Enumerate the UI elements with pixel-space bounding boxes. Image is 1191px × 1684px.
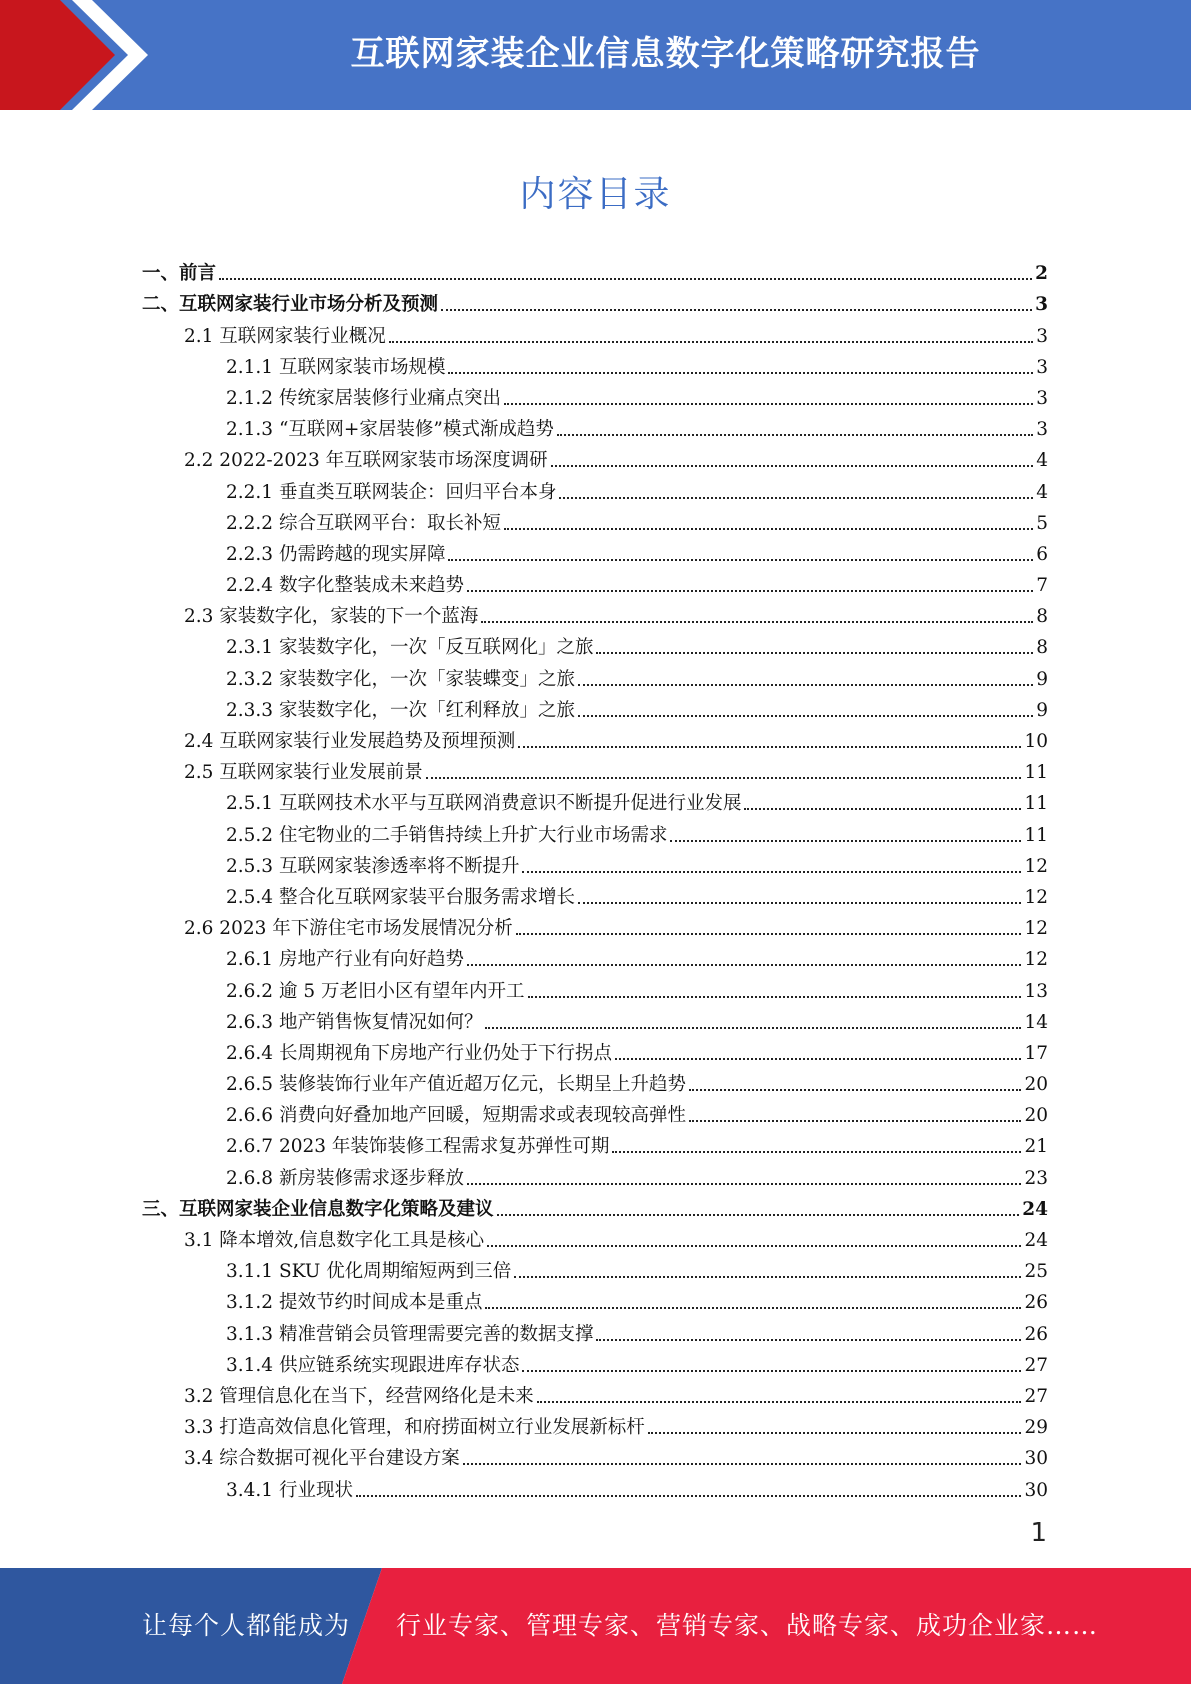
- toc-entry-page: 20: [1024, 1074, 1048, 1096]
- toc-entry[interactable]: [142, 784, 1048, 815]
- toc-entry-title: 2.2.4 数字化整装成未来趋势: [226, 575, 464, 597]
- toc-entry-title: 2.1.3 “互联网+家居装修”模式渐成趋势: [226, 419, 554, 441]
- toc-entry[interactable]: [142, 441, 1048, 472]
- toc-entry[interactable]: [142, 971, 1048, 1002]
- toc-entry[interactable]: [142, 410, 1048, 441]
- toc-dot-leader: [522, 1370, 1021, 1372]
- toc-dot-leader: [426, 777, 1022, 779]
- toc-entry[interactable]: [142, 691, 1048, 722]
- toc-dot-leader: [648, 1432, 1022, 1434]
- footer-banner: [0, 1568, 1191, 1684]
- toc-entry-page: 11: [1024, 793, 1048, 815]
- report-title: 互联网家装企业信息数字化策略研究报告: [350, 34, 981, 74]
- toc-entry-title: 3.2 管理信息化在当下，经营网络化是未来: [184, 1385, 534, 1407]
- toc-dot-leader: [522, 871, 1021, 873]
- toc-dot-leader: [504, 403, 1033, 405]
- toc-entry[interactable]: [142, 1096, 1048, 1127]
- toc-dot-leader: [356, 1495, 1022, 1497]
- toc-entry-title: 3.1.4 供应链系统实现跟进库存状态: [226, 1354, 520, 1376]
- toc-dot-leader: [219, 278, 1032, 280]
- toc-entry-title: 2.4 互联网家装行业发展趋势及预埋预测: [184, 731, 516, 752]
- toc-entry-page: 29: [1024, 1417, 1048, 1439]
- toc-entry-title: 2.2.2 综合互联网平台：取长补短: [226, 512, 501, 534]
- toc-entry-title: 2.5.1 互联网技术水平与互联网消费意识不断提升促进行业发展: [226, 793, 742, 815]
- toc-entry[interactable]: [142, 348, 1048, 379]
- toc-entry[interactable]: [142, 285, 1048, 316]
- toc-entry-page: 5: [1036, 512, 1048, 534]
- toc-entry-page: 10: [1024, 731, 1048, 752]
- toc-entry-page: 11: [1024, 824, 1048, 846]
- toc-entry-title: 3.4 综合数据可视化平台建设方案: [184, 1448, 460, 1470]
- footer-slogan-left: 让每个人都能成为: [142, 1611, 351, 1640]
- toc-entry[interactable]: [142, 1346, 1048, 1377]
- toc-dot-leader: [596, 1339, 1021, 1341]
- toc-entry-page: 9: [1036, 668, 1048, 690]
- toc-dot-leader: [467, 590, 1033, 592]
- toc-entry-title: 2.6.2 逾 5 万老旧小区有望年内开工: [226, 980, 525, 1002]
- toc-entry[interactable]: [142, 472, 1048, 503]
- toc-entry[interactable]: [142, 254, 1048, 285]
- toc-entry-title: 3.4.1 行业现状: [226, 1479, 353, 1501]
- toc-entry-title: 2.1.2 传统家居装修行业痛点突出: [226, 387, 501, 409]
- toc-entry[interactable]: [142, 628, 1048, 659]
- toc-entry-title: 2.6.8 新房装修需求逐步释放: [226, 1167, 464, 1189]
- toc-entry[interactable]: [142, 1314, 1048, 1345]
- toc-dot-leader: [467, 1183, 1021, 1185]
- toc-entry-page: 2: [1035, 263, 1048, 285]
- toc-dot-leader: [557, 434, 1033, 436]
- toc-entry-page: 3: [1036, 387, 1048, 409]
- toc-entry[interactable]: [142, 1283, 1048, 1314]
- toc-entry-title: 2.5.2 住宅物业的二手销售持续上升扩大行业市场需求: [226, 824, 668, 846]
- toc-entry-page: 23: [1024, 1167, 1048, 1189]
- toc-dot-leader: [497, 1214, 1020, 1216]
- toc-entry-title: 2.6.4 长周期视角下房地产行业仍处于下行拐点: [226, 1042, 612, 1064]
- toc-entry-page: 12: [1024, 918, 1048, 940]
- toc-entry-page: 13: [1024, 980, 1048, 1002]
- toc-entry[interactable]: [142, 878, 1048, 909]
- toc-entry-title: 2.3.2 家装数字化，一次「家装蝶变」之旅: [226, 668, 575, 690]
- toc-dot-leader: [441, 309, 1032, 311]
- toc-entry-page: 30: [1024, 1479, 1048, 1501]
- toc-entry[interactable]: [142, 504, 1048, 535]
- toc-entry-title: 三、互联网家装企业信息数字化策略及建议: [142, 1198, 494, 1220]
- toc-dot-leader: [537, 1401, 1022, 1403]
- toc-entry-title: 2.1 互联网家装行业概况: [184, 325, 386, 347]
- toc-entry[interactable]: [142, 1034, 1048, 1065]
- toc-entry-page: 7: [1036, 575, 1048, 597]
- toc-entry-page: 26: [1024, 1323, 1048, 1345]
- toc-dot-leader: [467, 964, 1021, 966]
- toc-entry-title: 2.5 互联网家装行业发展前景: [184, 762, 423, 784]
- toc-entry[interactable]: [142, 1190, 1048, 1221]
- toc-entry[interactable]: [142, 753, 1048, 784]
- toc-entry[interactable]: [142, 847, 1048, 878]
- toc-entry[interactable]: [142, 1003, 1048, 1034]
- toc-entry-page: 3: [1036, 419, 1048, 441]
- toc-entry-page: 6: [1036, 543, 1048, 565]
- toc-entry-page: 3: [1036, 356, 1048, 378]
- toc-entry-page: 11: [1024, 762, 1048, 784]
- toc-entry-page: 12: [1024, 949, 1048, 971]
- toc-entry[interactable]: [142, 1439, 1048, 1470]
- toc-entry-page: 30: [1024, 1448, 1048, 1470]
- toc-heading: 内容目录: [519, 174, 672, 215]
- toc-entry[interactable]: [142, 1252, 1048, 1283]
- toc-entry-page: 24: [1022, 1198, 1048, 1220]
- toc-entry-page: 8: [1036, 637, 1048, 659]
- toc-entry-page: 9: [1036, 699, 1048, 721]
- toc-entry-page: 3: [1036, 325, 1048, 347]
- toc-entry-title: 3.1.3 精准营销会员管理需要完善的数据支撑: [226, 1323, 594, 1345]
- toc-entry-page: 27: [1024, 1385, 1048, 1407]
- toc-entry-page: 4: [1036, 481, 1048, 503]
- toc-dot-leader: [578, 902, 1021, 904]
- toc-entry-title: 2.6.3 地产销售恢复情况如何？: [226, 1011, 483, 1033]
- toc-entry[interactable]: [142, 1127, 1048, 1158]
- toc-entry-title: 2.6.1 房地产行业有向好趋势: [226, 949, 464, 971]
- toc-entry-page: 4: [1036, 450, 1048, 472]
- toc-dot-leader: [689, 1120, 1021, 1122]
- toc-entry-title: 3.1.2 提效节约时间成本是重点: [226, 1292, 483, 1314]
- toc-dot-leader: [514, 1276, 1021, 1278]
- toc-entry-title: 一、前言: [142, 263, 217, 285]
- toc-entry-title: 2.2.3 仍需跨越的现实屏障: [226, 543, 446, 565]
- toc-entry-page: 26: [1024, 1292, 1048, 1314]
- toc-dot-leader: [596, 652, 1033, 654]
- toc-entry[interactable]: [142, 815, 1048, 846]
- table-of-contents: [142, 254, 1048, 1502]
- footer-slogan-right: 行业专家、管理专家、营销专家、战略专家、成功企业家……: [396, 1611, 1099, 1640]
- toc-entry-title: 2.3 家装数字化，家装的下一个蓝海: [184, 606, 479, 628]
- toc-entry[interactable]: [142, 1221, 1048, 1252]
- toc-entry-title: 2.5.3 互联网家装渗透率将不断提升: [226, 855, 520, 877]
- toc-entry[interactable]: [142, 379, 1048, 410]
- toc-entry-page: 8: [1036, 606, 1048, 628]
- toc-entry-title: 2.6.6 消费向好叠加地产回暖，短期需求或表现较高弹性: [226, 1105, 686, 1127]
- toc-entry[interactable]: [142, 1377, 1048, 1408]
- toc-entry[interactable]: [142, 1408, 1048, 1439]
- toc-entry-page: 14: [1024, 1011, 1048, 1033]
- toc-dot-leader: [518, 746, 1021, 748]
- toc-entry[interactable]: [142, 316, 1048, 347]
- toc-dot-leader: [615, 1058, 1021, 1060]
- toc-entry-page: 25: [1024, 1261, 1048, 1283]
- toc-entry-page: 24: [1024, 1230, 1048, 1251]
- toc-dot-leader: [504, 528, 1033, 530]
- toc-dot-leader: [551, 465, 1034, 467]
- toc-dot-leader: [485, 1027, 1021, 1029]
- toc-dot-leader: [578, 684, 1033, 686]
- toc-entry-title: 二、互联网家装行业市场分析及预测: [142, 294, 439, 316]
- toc-dot-leader: [689, 1089, 1021, 1091]
- toc-entry-title: 2.2.1 垂直类互联网装企：回归平台本身: [226, 481, 557, 503]
- page-number: 1: [1030, 1518, 1047, 1548]
- toc-dot-leader: [744, 808, 1021, 810]
- toc-entry[interactable]: [142, 566, 1048, 597]
- toc-dot-leader: [516, 933, 1022, 935]
- toc-entry-title: 3.1.1 SKU 优化周期缩短两到三倍: [226, 1261, 512, 1283]
- toc-dot-leader: [559, 497, 1033, 499]
- toc-dot-leader: [485, 1307, 1021, 1309]
- toc-entry-title: 3.1 降本增效,信息数字化工具是核心: [184, 1230, 485, 1251]
- toc-entry-title: 2.2 2022-2023 年互联网家装市场深度调研: [184, 450, 548, 472]
- toc-entry[interactable]: [142, 1065, 1048, 1096]
- toc-entry-page: 12: [1024, 886, 1048, 908]
- toc-entry[interactable]: [142, 597, 1048, 628]
- toc-entry-page: 3: [1035, 294, 1048, 316]
- toc-entry[interactable]: [142, 1158, 1048, 1189]
- toc-dot-leader: [389, 341, 1033, 343]
- toc-dot-leader: [487, 1245, 1021, 1247]
- toc-entry-page: 17: [1024, 1042, 1048, 1064]
- toc-dot-leader: [448, 372, 1033, 374]
- toc-dot-leader: [463, 1463, 1022, 1465]
- toc-dot-leader: [528, 996, 1022, 998]
- header-banner: [0, 0, 1191, 110]
- toc-entry[interactable]: [142, 1470, 1048, 1501]
- toc-dot-leader: [612, 1151, 1021, 1153]
- toc-entry-title: 2.3.1 家装数字化，一次「反互联网化」之旅: [226, 637, 594, 659]
- toc-entry-title: 2.1.1 互联网家装市场规模: [226, 356, 446, 378]
- toc-entry-title: 2.6.5 装修装饰行业年产值近超万亿元，长期呈上升趋势: [226, 1074, 686, 1096]
- toc-dot-leader: [481, 621, 1033, 623]
- toc-entry-title: 2.5.4 整合化互联网家装平台服务需求增长: [226, 886, 575, 908]
- toc-entry[interactable]: [142, 909, 1048, 940]
- toc-dot-leader: [448, 559, 1033, 561]
- toc-entry-title: 2.6.7 2023 年装饰装修工程需求复苏弹性可期: [226, 1136, 610, 1158]
- toc-entry-page: 12: [1024, 855, 1048, 877]
- header-arrow-decoration: [0, 0, 200, 110]
- toc-entry[interactable]: [142, 940, 1048, 971]
- toc-entry-title: 2.3.3 家装数字化，一次「红利释放」之旅: [226, 699, 575, 721]
- toc-dot-leader: [670, 840, 1021, 842]
- toc-entry[interactable]: [142, 535, 1048, 566]
- toc-entry-page: 27: [1024, 1354, 1048, 1376]
- toc-entry-page: 21: [1024, 1136, 1048, 1158]
- toc-dot-leader: [578, 715, 1033, 717]
- toc-entry[interactable]: [142, 659, 1048, 690]
- toc-entry[interactable]: [142, 722, 1048, 753]
- toc-entry-title: 2.6 2023 年下游住宅市场发展情况分析: [184, 918, 513, 940]
- toc-entry-page: 20: [1024, 1105, 1048, 1127]
- toc-entry-title: 3.3 打造高效信息化管理，和府捞面树立行业发展新标杆: [184, 1417, 645, 1439]
